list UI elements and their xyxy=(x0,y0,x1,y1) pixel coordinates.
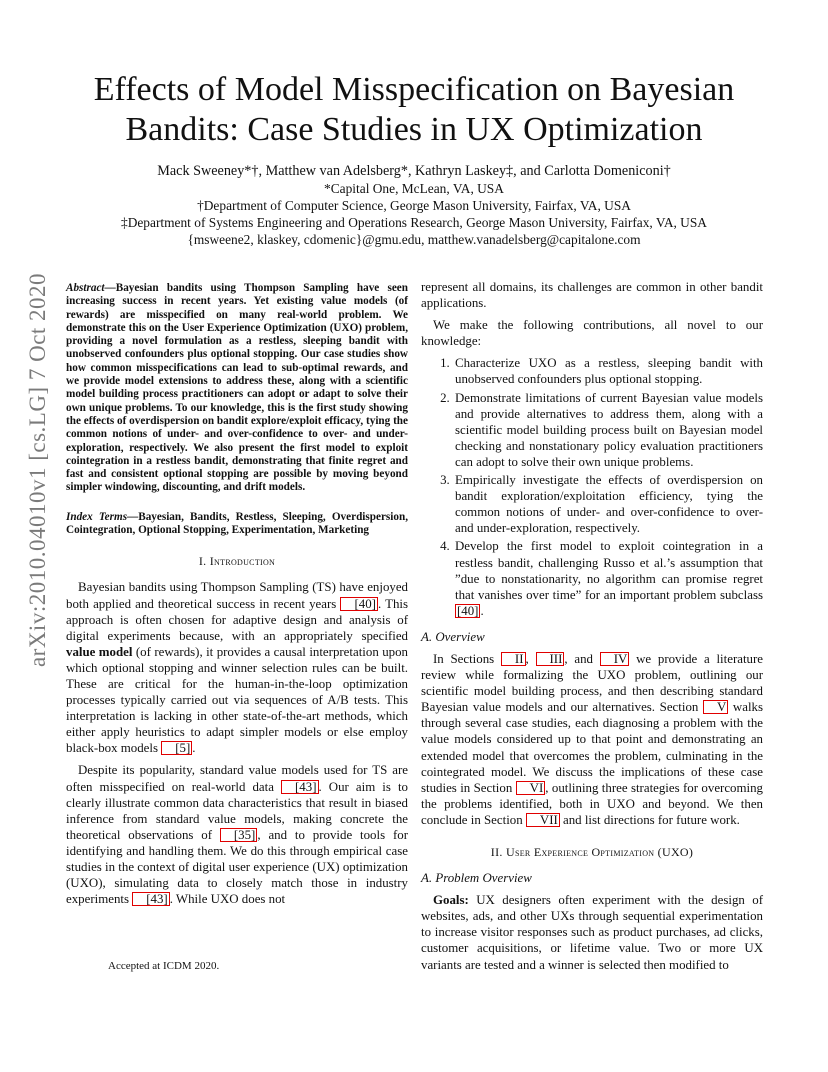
abstract-text: —Bayesian bandits using Thompson Sampling have seen increasing success in recent years. Yet existing value models (of rewards) are misspecified on many real-world problem. We demonstrate this on the User Experience Optimization (UXO) problem, providing a novel formulation as a restless, sleeping bandit with unobserved confounders plus optional stopping. Our case studies show how common misspecifications can lead to sub-optimal rewards, and we provide model extensions to address these, along with a scientific model building process practitioners can adopt or adapt to solve their own unique problems. To our knowledge, this is the first study showing the effects of overdispersion on bandit explore/exploit efficacy, tying the common notions of under- and over-confidence to over- and under-exploration, respectively. We also present the first model to exploit cointegration in a restless bandit, demonstrating that finite regret and fast and consistent optional stopping are possible by moving beyond simpler windowing, discounting, and drift models. xyxy=(66,282,408,494)
abstract xyxy=(66,282,408,495)
citation-link[interactable]: [43] xyxy=(281,780,318,794)
citation-link[interactable]: [43] xyxy=(132,892,169,906)
affiliation-seor-gmu: ‡Department of Systems Engineering and Operations Research, George Mason University, Fairfax, VA, USA xyxy=(121,215,707,230)
right-column xyxy=(421,279,763,979)
right-paragraph-2: We make the following contributions, all novel to our knowledge: xyxy=(421,318,763,349)
citation-link[interactable]: [40] xyxy=(457,603,479,618)
abstract-label: Abstract xyxy=(66,282,105,294)
arxiv-sidebar xyxy=(18,0,58,1072)
footer-note: Accepted at ICDM 2020. xyxy=(108,960,220,972)
section-link[interactable]: IV xyxy=(600,652,630,666)
goals-label: Goals: xyxy=(433,893,469,908)
intro-paragraph-1: Bayesian bandits using Thompson Sampling (TS) have enjoyed both applied and theoretical success in recent years [40] . This approach is often chosen for adaptive design and analysis of digital experiments because, with an appropriately specified value model (of rewards), it provides a causal interpretation upon which optional stopping and winner selection rules can be built. These are critical for the human-in-the-loop optimization processes typically carried out via sequences of A/B tests. This interpretation is lacking in other state-of-the-art methods, which either apply heuristics to adapt simpler models or else employ black-box models [5] . xyxy=(66,580,408,756)
citation-link[interactable]: [40] xyxy=(340,597,377,611)
subsection-heading-problem-overview: A. Problem Overview xyxy=(421,871,532,886)
list-item: 4. Develop the first model to exploit cointegration in a restless bandit, challenging Russo et al.’s assumption that ”due to nonstationarity, no algorithm can promise regret that vanishes over time” for an important problem subclass [40] . xyxy=(453,538,763,618)
section-link[interactable]: II xyxy=(501,652,526,666)
author-list: Mack Sweeney*†, Matthew van Adelsberg*, Kathryn Laskey‡, and Carlotta Domeniconi† xyxy=(157,163,671,179)
arxiv-identifier[interactable]: arXiv:2010.04010v1 [cs.LG] 7 Oct 2020 xyxy=(25,272,50,668)
section-heading-uxo: II. User Experience Optimization (UXO) xyxy=(490,845,694,859)
list-item: 1. Characterize UXO as a restless, sleeping bandit with unobserved confounders plus optional stopping. xyxy=(453,355,763,387)
contributions-list xyxy=(421,355,763,619)
list-item: 2. Demonstrate limitations of current Bayesian value models and provide alternatives to address them, along with a scientific model building process built on Bayesian model checking and nonstationary policy evaluation practitioners can adopt to solve their own unique problems. xyxy=(453,390,763,470)
citation-link[interactable]: [5] xyxy=(161,741,192,755)
affiliation-capital-one: *Capital One, McLean, VA, USA xyxy=(324,181,504,196)
intro-paragraph-2: Despite its popularity, standard value models used for TS are often misspecified on real-world data [43] . Our aim is to clearly illustrate common data characteristics that result in biased inference from standard value models, making concrete the theoretical observations of [35] , and to provide tools for identifying and handling them. We do this through empirical case studies in the context of digital user experience (UX) optimization (UXO), simulating data to closely match those in industry experiments [43] . While UXO does not xyxy=(66,763,408,907)
section-link[interactable]: V xyxy=(703,700,728,714)
index-terms xyxy=(66,511,408,538)
subsection-heading-overview: A. Overview xyxy=(421,629,485,644)
list-item: 3. Empirically investigate the effects of overdispersion on bandit exploration/exploitation efficiency, tying the common notions of under- and over-confidence to over- and under-exploration, respectively. xyxy=(453,472,763,536)
section-link[interactable]: VI xyxy=(516,781,546,795)
value-model-term: value model xyxy=(66,644,133,659)
right-paragraph-1: represent all domains, its challenges are common in other bandit applications. xyxy=(421,280,763,311)
paper-title: Effects of Model Misspecification on Bayesian Bandits: Case Studies in UX Optimization xyxy=(93,71,735,148)
citation-link[interactable]: [35] xyxy=(220,828,257,842)
goals-paragraph: Goals: UX designers often experiment with the design of websites, ads, and other UXs through sequential experimentation to increase visitor responses such as product purchases, ad clicks, customer acquisitions, or lifetime value. Two or more UX variants are tested and a winner is selected then modified to xyxy=(421,893,763,972)
author-emails: {msweene2, klaskey, cdomenic}@gmu.edu, matthew.vanadelsberg@capitalone.com xyxy=(187,232,641,247)
section-link[interactable]: III xyxy=(536,652,565,666)
section-heading-introduction: I. Introduction xyxy=(198,554,276,569)
left-column xyxy=(66,282,408,913)
section-link[interactable]: VII xyxy=(526,813,560,827)
index-terms-label: Index Terms xyxy=(66,510,128,523)
index-terms-text: —Bayesian, Bandits, Restless, Sleeping, Overdispersion, Cointegration, Optional Stopping, Experimentation, Marketing xyxy=(66,510,408,537)
affiliation-cs-gmu: †Department of Computer Science, George Mason University, Fairfax, VA, USA xyxy=(197,198,631,213)
overview-paragraph: In Sections II , III , and IV we provide a literature review while formalizing the UXO problem, outlining our scientific model building process, and then describing standard Bayesian value models and our alternatives. Section V walks through several case studies, each diagnosing a problem with the value models considered up to that point and demonstrating an extended model that overcomes the problem, culminating in the cointegrated model. We discuss the implications of these case studies in Section VI , outlining three strategies for overcoming the problems identified, both in UXO and beyond. We then conclude in Section VII and list directions for future work. xyxy=(421,651,763,827)
